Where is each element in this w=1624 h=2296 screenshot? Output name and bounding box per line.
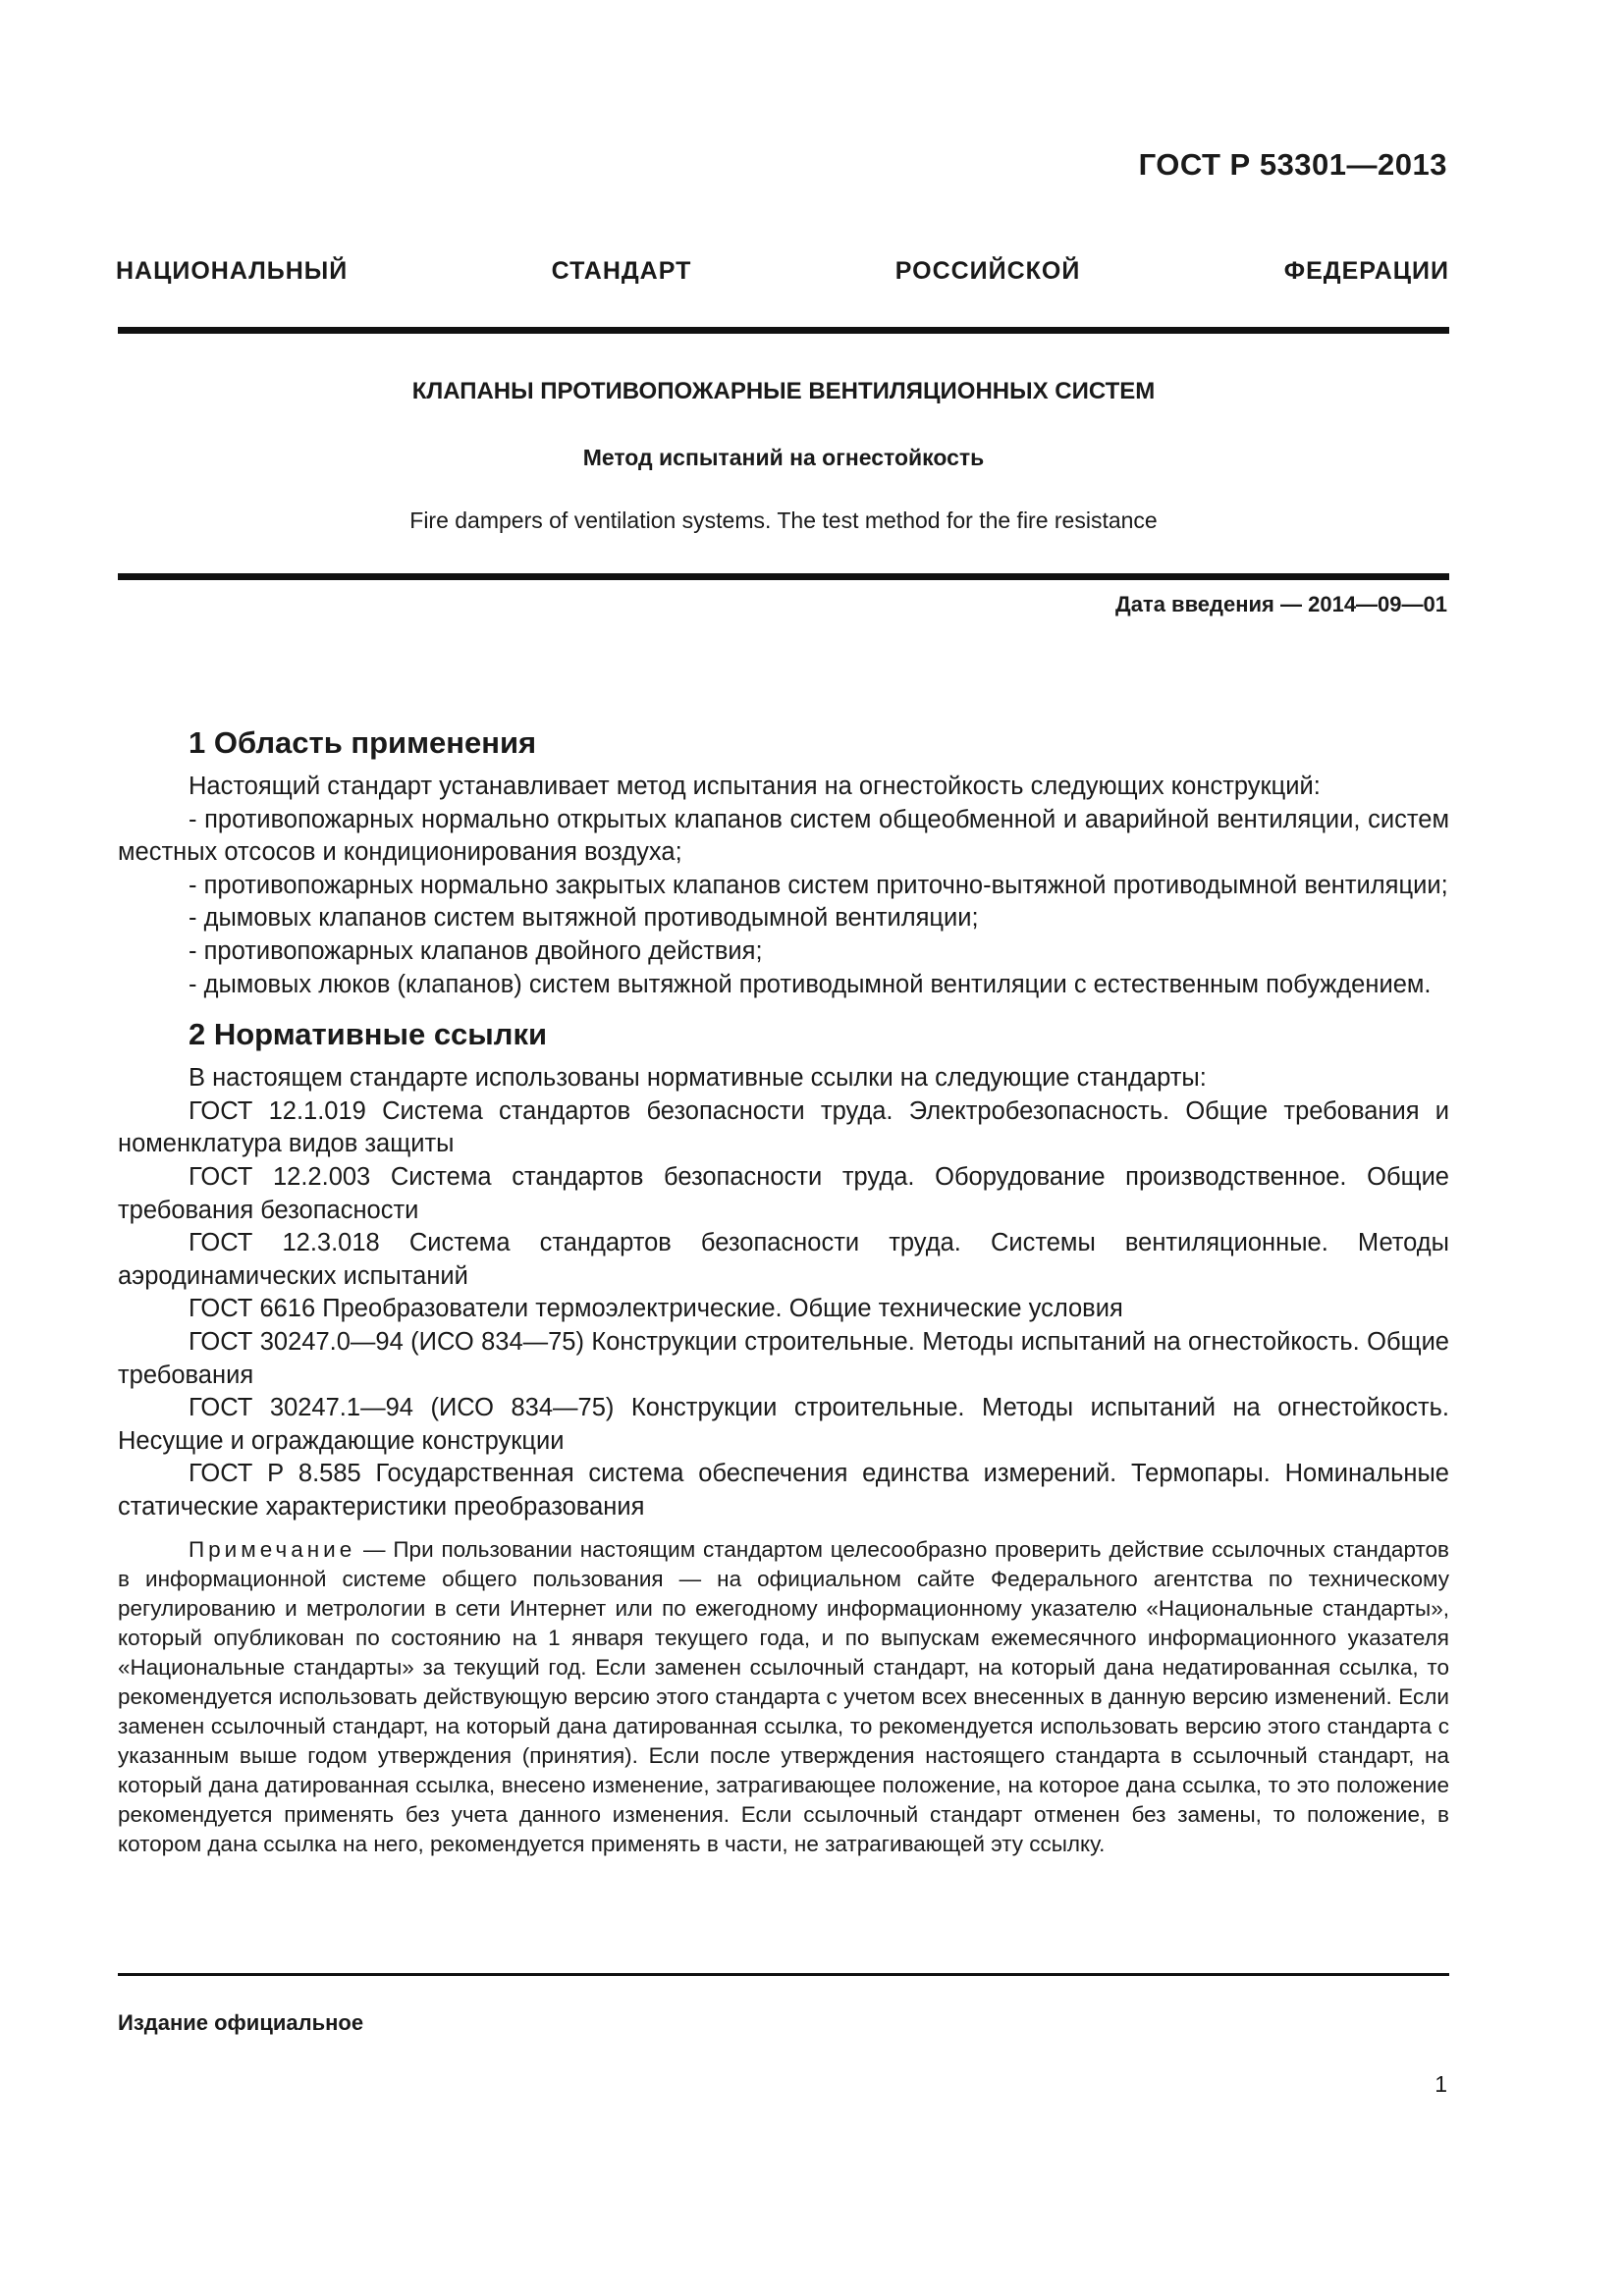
header-rule-bottom — [118, 573, 1449, 580]
reference-item: ГОСТ 30247.0—94 (ИСО 834—75) Конструкции строительные. Методы испытаний на огнестойкость. Общие требования — [118, 1327, 1449, 1389]
section-1-list-item: - противопожарных клапанов двойного действия; — [189, 936, 763, 965]
note-paragraph — [118, 1535, 1449, 1859]
header-rule-top — [118, 327, 1449, 334]
section-1-paragraph: Настоящий стандарт устанавливает метод испытания на огнестойкость следующих конструкций: — [189, 773, 1321, 800]
section-1-list-item: - дымовых клапанов систем вытяжной противодымной вентиляции; — [189, 904, 979, 933]
reference-item: ГОСТ 12.2.003 Система стандартов безопасности труда. Оборудование производственное. Общие требования безопасности — [118, 1162, 1449, 1224]
footer-rule — [118, 1973, 1449, 1976]
intro-date: Дата введения — 2014—09—01 — [1115, 592, 1447, 616]
reference-item: ГОСТ 12.1.019 Система стандартов безопасности труда. Электробезопасность. Общие требования и номенклатура видов защиты — [118, 1096, 1449, 1158]
gost-number: ГОСТ Р 53301—2013 — [1138, 147, 1447, 182]
section-2-paragraph: В настоящем стандарте использованы нормативные ссылки на следующие стандарты: — [189, 1064, 1207, 1093]
section-1-list-item: - дымовых люков (клапанов) систем вытяжной противодымной вентиляции с естественным побуждением. — [189, 970, 1432, 998]
section-1-list-item: - противопожарных нормально открытых клапанов систем общеобменной и аварийной вентиляции, систем местных отсосов и кондиционирования воздуха; — [118, 805, 1449, 867]
section-1-list-item: - противопожарных нормально закрытых клапанов систем приточно-вытяжной противодымной вентиляции; — [189, 871, 1448, 899]
national-standard-banner: НАЦИОНАЛЬНЫЙ СТАНДАРТ РОССИЙСКОЙ ФЕДЕРАЦИИ — [116, 257, 1449, 285]
note-text: — При пользовании настоящим стандартом целесообразно проверить действие ссылочных стандартов в информационной системе общего пользования — на официальном сайте Федерального агентства по техническому регулированию и метрологии в сети Интернет или по ежегодному информационному указателю «Национальные стандарты», который опубликован по состоянию на 1 января текущего года, и по выпускам ежемесячного информационного указателя «Национальные стандарты» за текущий год. Если заменен ссылочный стандарт, на который дана недатированная ссылка, то рекомендуется использовать действующую версию этого стандарта с учетом всех внесенных в данную версию изменений. Если заменен ссылочный стандарт, на который дана датированная ссылка, то рекомендуется использовать версию этого стандарта с указанным выше годом утверждения (принятия). Если после утверждения настоящего стандарта в ссылочный стандарт, на который дана датированная ссылка, внесено изменение, затрагивающее положение, на которое дана ссылка, то это положение рекомендуется применять без учета данного изменения. Если ссылочный стандарт отменен без замены, то положение, в котором дана ссылка на него, рекомендуется применять в части, не затрагивающей эту ссылку. — [118, 1537, 1449, 1857]
document-subtitle: Метод испытаний на огнестойкость — [582, 445, 985, 470]
document-body — [118, 721, 1449, 1859]
reference-item: ГОСТ 12.3.018 Система стандартов безопасности труда. Системы вентиляционные. Методы аэродинамических испытаний — [118, 1229, 1449, 1290]
section-2-heading: 2 Нормативные ссылки — [189, 1017, 548, 1052]
reference-item: ГОСТ 30247.1—94 (ИСО 834—75) Конструкции строительные. Методы испытаний на огнестойкость. Несущие и ограждающие конструкции — [118, 1394, 1449, 1455]
edition-label: Издание официальное — [118, 2010, 364, 2035]
document-title: КЛАПАНЫ ПРОТИВОПОЖАРНЫЕ ВЕНТИЛЯЦИОННЫХ СИСТЕМ — [411, 378, 1156, 404]
page-number: 1 — [1435, 2071, 1447, 2097]
reference-item: ГОСТ Р 8.585 Государственная система обеспечения единства измерений. Термопары. Номинальные статические характеристики преобразования — [118, 1460, 1449, 1521]
document-title-english: Fire dampers of ventilation systems. The test method for the fire resistance — [409, 507, 1158, 533]
section-1-heading: 1 Область применения — [189, 725, 537, 760]
reference-item: ГОСТ 6616 Преобразователи термоэлектрические. Общие технические условия — [189, 1295, 1123, 1323]
note-label: Примечание — [189, 1537, 356, 1563]
